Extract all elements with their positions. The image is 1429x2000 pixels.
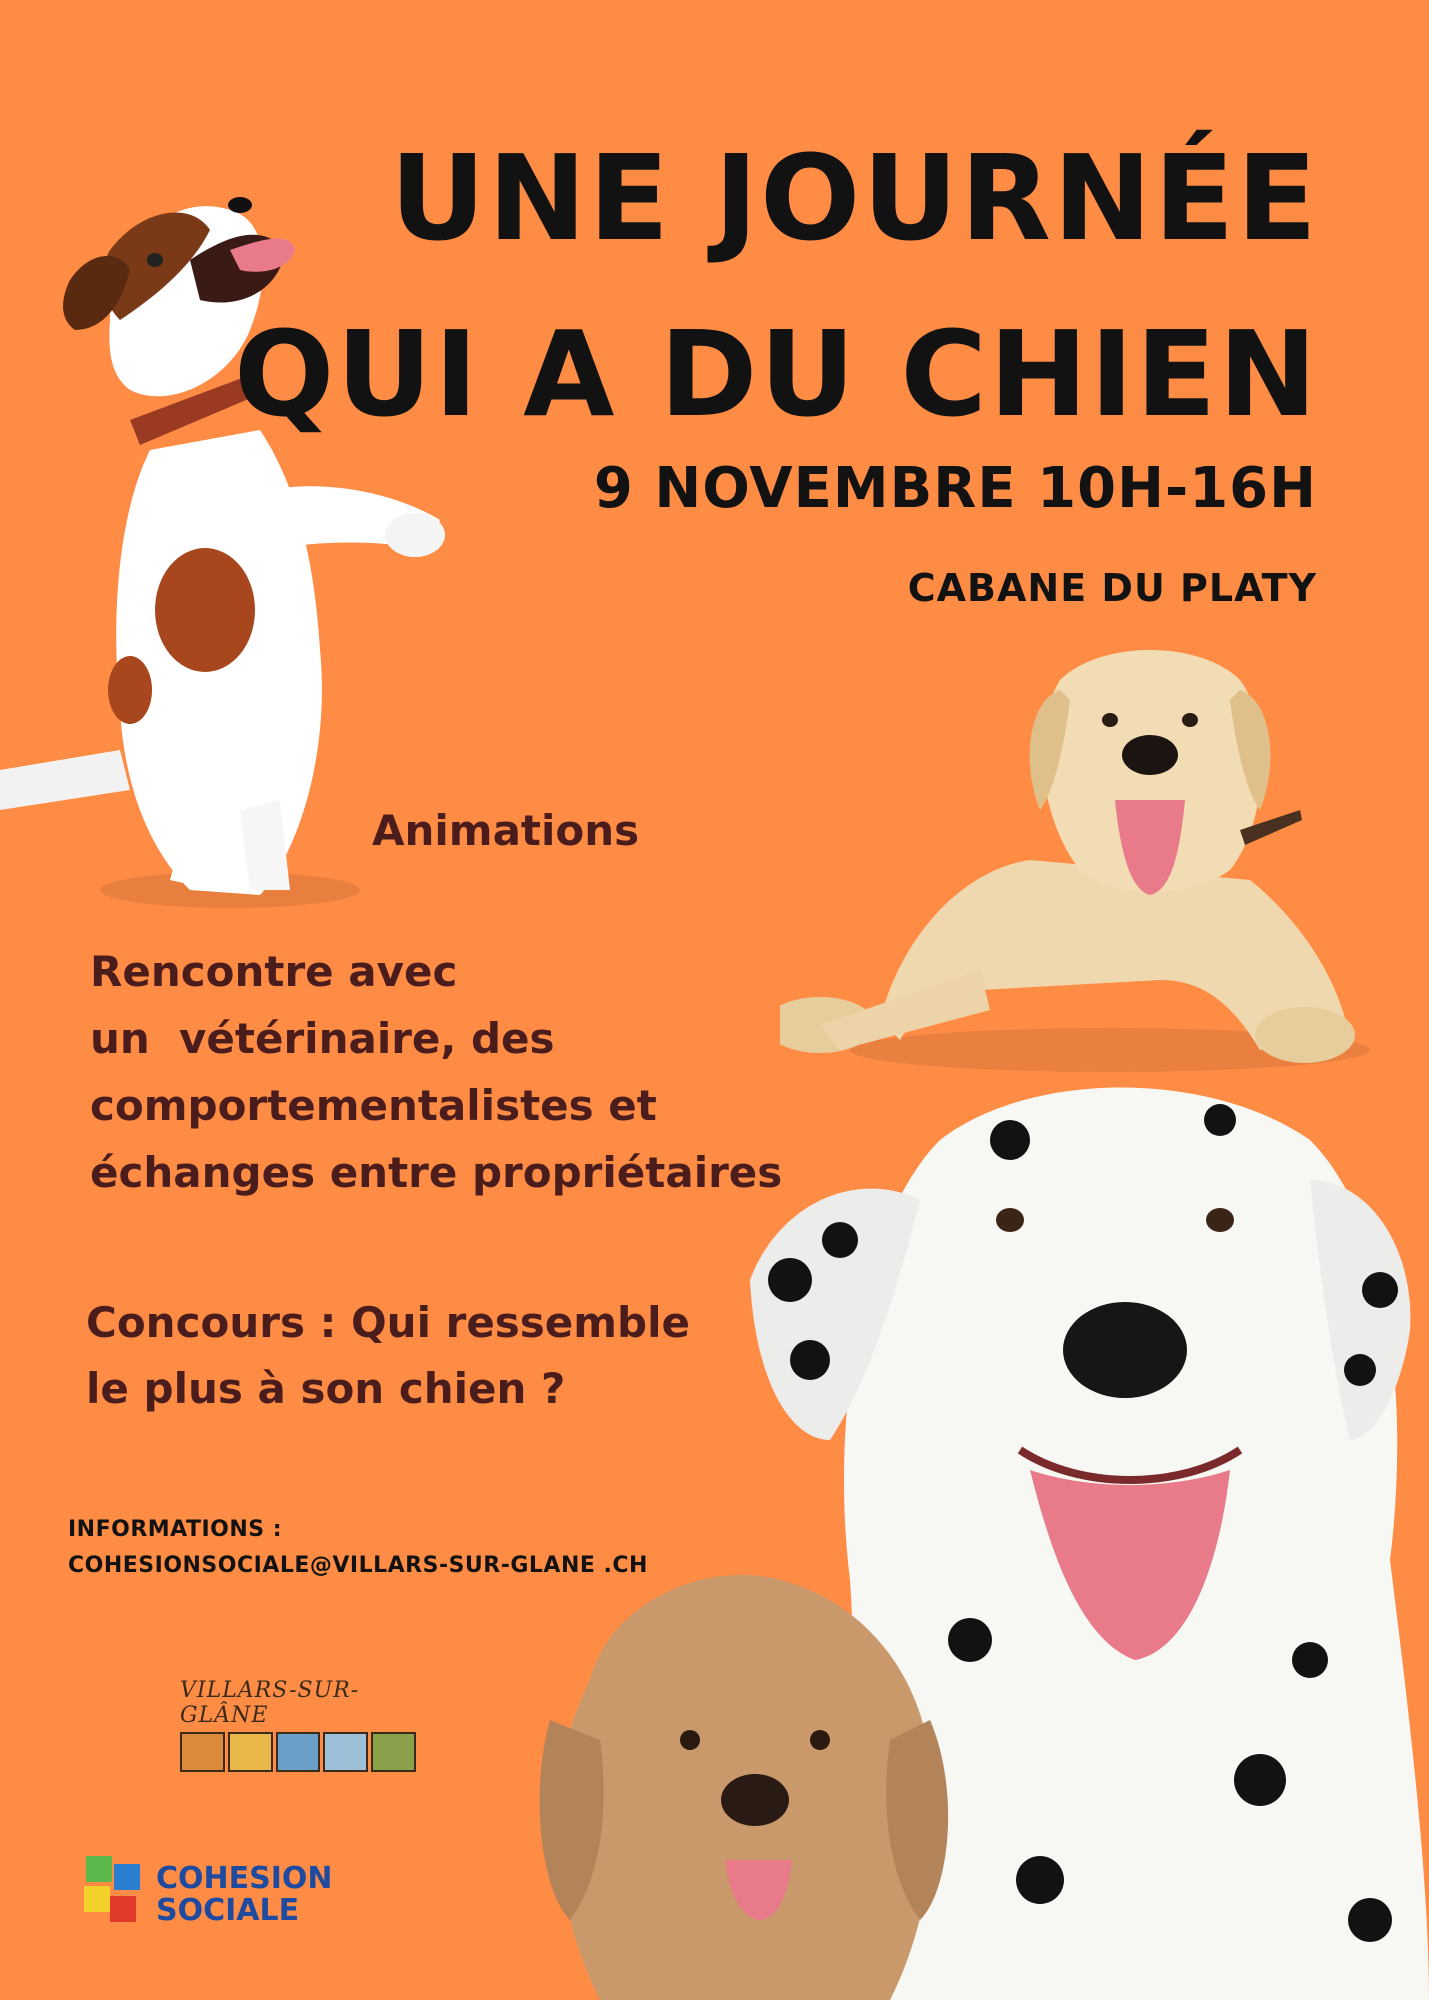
villars-sur-glane-logo-text: VILLARS-SUR-GLÂNE	[180, 1678, 360, 1728]
event-title-line-2: QUI A DU CHIEN	[234, 305, 1319, 443]
animations-heading: Animations	[372, 806, 640, 855]
cohesion-line-2: SOCIALE	[156, 1893, 300, 1928]
cockapoo-dog-image	[530, 1560, 970, 2000]
rencontre-line-4: échanges entre propriétaires	[90, 1148, 783, 1197]
event-date: 9 NOVEMBRE 10H-16H	[593, 456, 1317, 521]
cohesion-sociale-text	[156, 1863, 333, 1927]
villars-sur-glane-logo	[180, 1678, 416, 1772]
information-block	[68, 1512, 648, 1584]
information-email[interactable]: COHESIONSOCIALE@VILLARS-SUR-GLANE .CH	[68, 1553, 648, 1578]
event-title-line-1: UNE JOURNÉE	[389, 129, 1319, 267]
event-location: CABANE DU PLATY	[907, 566, 1317, 610]
concours-text	[86, 1290, 786, 1422]
villars-sur-glane-logo-panels	[180, 1732, 416, 1772]
concours-line-2: le plus à son chien ?	[86, 1364, 566, 1413]
rencontre-text	[90, 938, 850, 1206]
cohesion-line-1: COHESION	[156, 1861, 333, 1896]
cohesion-sociale-logo	[84, 1856, 333, 1934]
rencontre-line-3: comportementalistes et	[90, 1081, 657, 1130]
concours-line-1: Concours : Qui ressemble	[86, 1298, 690, 1347]
puzzle-icon	[84, 1856, 148, 1934]
rencontre-line-2: un vétérinaire, des	[90, 1014, 555, 1063]
rencontre-line-1: Rencontre avec	[90, 947, 458, 996]
information-label: INFORMATIONS :	[68, 1517, 283, 1542]
labrador-dog-image	[780, 640, 1370, 1080]
event-title	[234, 110, 1319, 462]
